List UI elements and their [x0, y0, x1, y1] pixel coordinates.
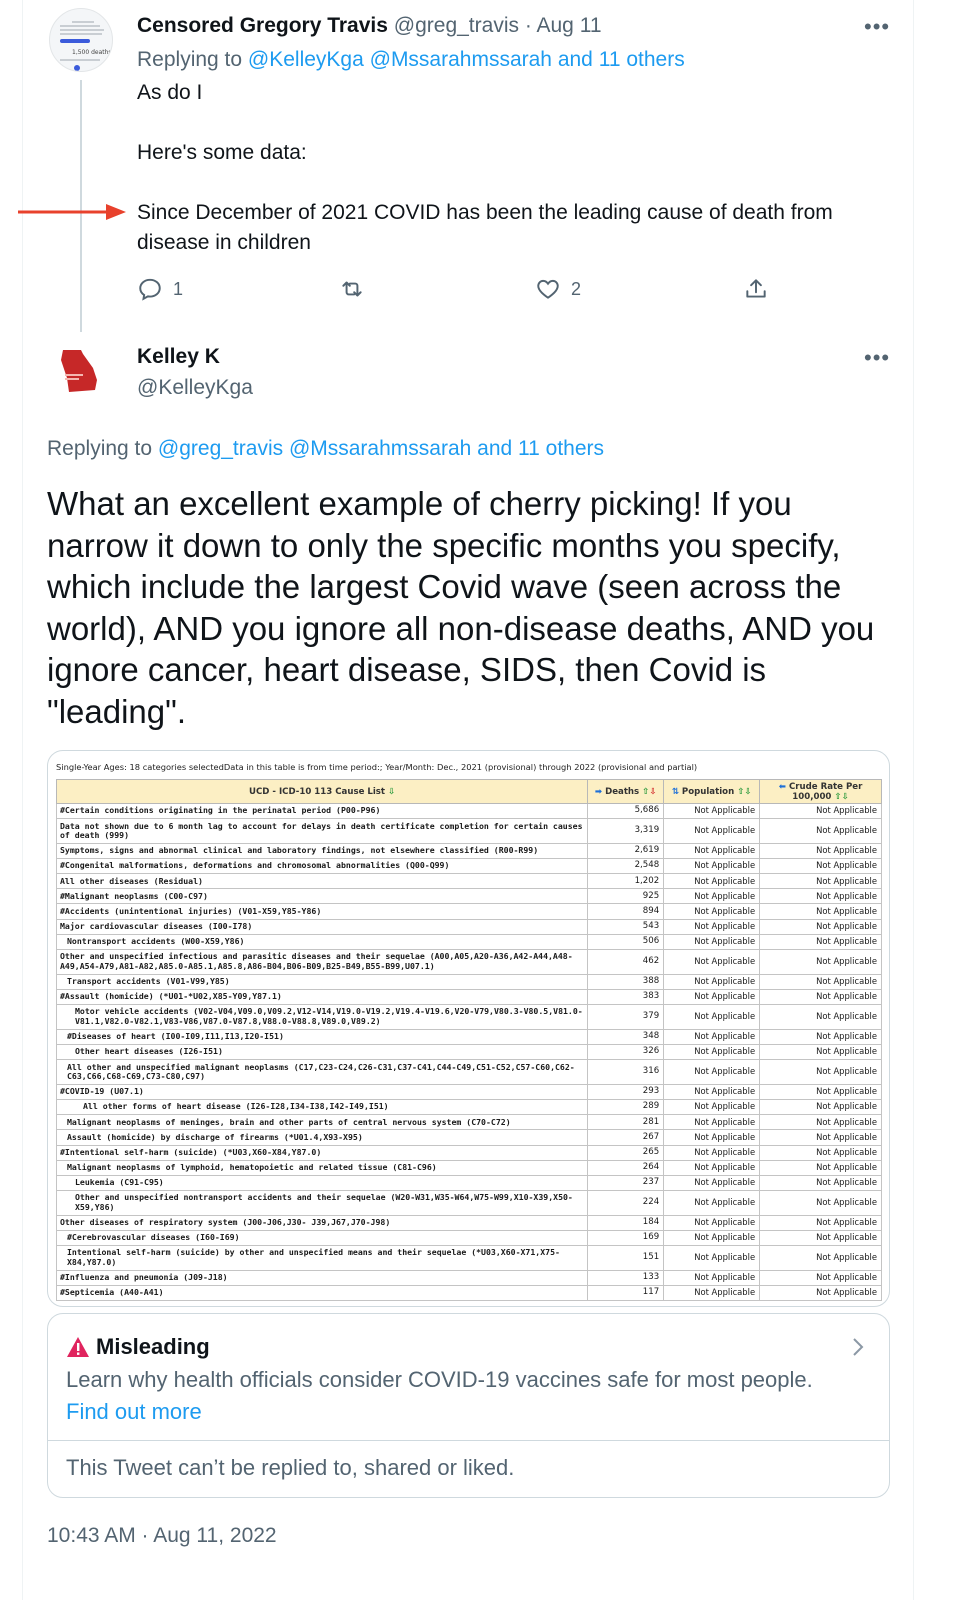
population-cell: Not Applicable	[664, 1029, 760, 1044]
crude-rate-cell: Not Applicable	[760, 904, 882, 919]
table-row	[57, 974, 882, 989]
population-cell: Not Applicable	[664, 974, 760, 989]
crude-rate-cell: Not Applicable	[760, 859, 882, 874]
column-header-deaths: ➡ Deaths ⇧⇩	[588, 780, 664, 804]
column-header-crude-rate: ⬅ Crude Rate Per 100,000 ⇧⇩	[760, 780, 882, 804]
tweet1-text-line: Since December of 2021 COVID has been the leading cause of death from	[137, 201, 833, 224]
table-row	[57, 1085, 882, 1100]
avatar-kelley-k[interactable]	[49, 338, 113, 402]
population-cell: Not Applicable	[664, 1045, 760, 1060]
crude-rate-cell: Not Applicable	[760, 1160, 882, 1175]
crude-rate-cell: Not Applicable	[760, 1060, 882, 1085]
tweet1-author-handle[interactable]: @greg_travis	[393, 14, 519, 37]
cause-cell: #COVID-19 (U07.1)	[57, 1085, 588, 1100]
deaths-cell: 506	[588, 934, 664, 949]
tweet2-attached-table-image[interactable]	[47, 750, 890, 1307]
population-cell: Not Applicable	[664, 1130, 760, 1145]
cause-cell: #Malignant neoplasms (C00-C97)	[57, 889, 588, 904]
crude-rate-cell: Not Applicable	[760, 989, 882, 1004]
population-cell: Not Applicable	[664, 1190, 760, 1215]
table-row	[57, 1130, 882, 1145]
table-row	[57, 989, 882, 1004]
table-row	[57, 874, 882, 889]
population-cell: Not Applicable	[664, 1230, 760, 1245]
warning-icon	[66, 1336, 90, 1358]
population-cell: Not Applicable	[664, 804, 760, 819]
population-cell: Not Applicable	[664, 1100, 760, 1115]
table-row	[57, 1230, 882, 1245]
population-cell: Not Applicable	[664, 1085, 760, 1100]
cause-cell: Other and unspecified nontransport accidents and their sequelae (W20-W31,W35-W64,W75-W99,X10-X39,X50-X59,Y86)	[57, 1190, 588, 1215]
share-icon	[743, 276, 769, 302]
deaths-cell: 117	[588, 1286, 664, 1301]
crude-rate-cell: Not Applicable	[760, 919, 882, 934]
deaths-cell: 894	[588, 904, 664, 919]
deaths-cell: 326	[588, 1045, 664, 1060]
like-button[interactable]	[535, 276, 581, 302]
table-row	[57, 1100, 882, 1115]
crude-rate-cell: Not Applicable	[760, 1130, 882, 1145]
crude-rate-cell: Not Applicable	[760, 1085, 882, 1100]
deaths-cell: 2,548	[588, 859, 664, 874]
cause-cell: Nontransport accidents (W00-X59,Y86)	[57, 934, 588, 949]
deaths-cell: 925	[588, 889, 664, 904]
tweet1-actions	[137, 276, 777, 306]
cause-cell: Malignant neoplasms of meninges, brain and other parts of central nervous system (C70-C72)	[57, 1115, 588, 1130]
cause-cell: All other diseases (Residual)	[57, 874, 588, 889]
crude-rate-cell: Not Applicable	[760, 949, 882, 974]
table-row	[57, 1115, 882, 1130]
column-header-population: ⇅ Population ⇧⇩	[664, 780, 760, 804]
deaths-cell: 388	[588, 974, 664, 989]
population-cell: Not Applicable	[664, 1245, 760, 1270]
deaths-cell: 293	[588, 1085, 664, 1100]
population-cell: Not Applicable	[664, 844, 760, 859]
table-row	[57, 904, 882, 919]
cause-cell: #Septicemia (A40-A41)	[57, 1286, 588, 1301]
tweet2-author-handle[interactable]: @KelleyKga	[137, 376, 253, 399]
tweet2-body: What an excellent example of cherry picking! If you narrow it down to only the specific months you specify, which include the largest Covid wave (seen across the world), AND you ignore all non-disease deaths, AND you ignore cancer, heart disease, SIDS, then Covid is "leading".	[47, 485, 875, 730]
table-row	[57, 1004, 882, 1029]
deaths-cell: 383	[588, 989, 664, 1004]
tweet1-time[interactable]: · Aug 11	[524, 14, 602, 37]
crude-rate-cell: Not Applicable	[760, 1029, 882, 1044]
deaths-cell: 462	[588, 949, 664, 974]
cause-cell: Data not shown due to 6 month lag to account for delays in death certificate completion for certain causes of death (999)	[57, 819, 588, 844]
cause-cell: #Intentional self-harm (suicide) (*U03,X60-X84,Y87.0)	[57, 1145, 588, 1160]
misleading-label-card[interactable]	[47, 1313, 890, 1498]
population-cell: Not Applicable	[664, 889, 760, 904]
reply-count: 1	[173, 278, 184, 299]
share-button[interactable]	[743, 276, 769, 302]
deaths-cell: 237	[588, 1175, 664, 1190]
table-row	[57, 1270, 882, 1285]
table-row	[57, 1060, 882, 1085]
cause-cell: Malignant neoplasms of lymphoid, hematopoietic and related tissue (C81-C96)	[57, 1160, 588, 1175]
find-out-more-link[interactable]: Find out more	[66, 1399, 202, 1424]
tweet1-author-name[interactable]: Censored Gregory Travis	[137, 14, 388, 37]
population-cell: Not Applicable	[664, 859, 760, 874]
population-cell: Not Applicable	[664, 1004, 760, 1029]
table-row	[57, 1145, 882, 1160]
deaths-cell: 5,686	[588, 804, 664, 819]
cause-cell: #Assault (homicide) (*U01-*U02,X85-Y09,Y87.1)	[57, 989, 588, 1004]
deaths-cell: 169	[588, 1230, 664, 1245]
crude-rate-cell: Not Applicable	[760, 1190, 882, 1215]
table-row	[57, 819, 882, 844]
table-row	[57, 1215, 882, 1230]
population-cell: Not Applicable	[664, 1160, 760, 1175]
deaths-cell: 267	[588, 1130, 664, 1145]
cause-cell: Major cardiovascular diseases (I00-I78)	[57, 919, 588, 934]
retweet-button[interactable]	[339, 276, 365, 302]
population-cell: Not Applicable	[664, 989, 760, 1004]
deaths-cell: 151	[588, 1245, 664, 1270]
reply-restricted-note: This Tweet can’t be replied to, shared or liked.	[66, 1455, 515, 1480]
population-cell: Not Applicable	[664, 819, 760, 844]
crude-rate-cell: Not Applicable	[760, 1004, 882, 1029]
table-row	[57, 889, 882, 904]
crude-rate-cell: Not Applicable	[760, 1115, 882, 1130]
crude-rate-cell: Not Applicable	[760, 1215, 882, 1230]
cause-cell: Assault (homicide) by discharge of firearms (*U01.4,X93-X95)	[57, 1130, 588, 1145]
tweet2-author-name[interactable]: Kelley K	[137, 345, 220, 368]
tweet1-text-line: Here's some data:	[137, 141, 307, 164]
crude-rate-cell: Not Applicable	[760, 934, 882, 949]
table-row	[57, 1029, 882, 1044]
table-row	[57, 1160, 882, 1175]
crude-rate-cell: Not Applicable	[760, 1045, 882, 1060]
misleading-divider	[48, 1440, 889, 1441]
crude-rate-cell: Not Applicable	[760, 1175, 882, 1190]
crude-rate-cell: Not Applicable	[760, 844, 882, 859]
deaths-cell: 316	[588, 1060, 664, 1085]
tweet1-text-line: disease in children	[137, 231, 311, 254]
table-row	[57, 1175, 882, 1190]
population-cell: Not Applicable	[664, 1286, 760, 1301]
table-row	[57, 844, 882, 859]
cause-cell: Other diseases of respiratory system (J00-J06,J30- J39,J67,J70-J98)	[57, 1215, 588, 1230]
population-cell: Not Applicable	[664, 1060, 760, 1085]
crude-rate-cell: Not Applicable	[760, 1270, 882, 1285]
retweet-icon	[339, 276, 365, 302]
deaths-cell: 289	[588, 1100, 664, 1115]
table-row	[57, 934, 882, 949]
cause-cell: Intentional self-harm (suicide) by other and unspecified means and their sequelae (*U03,X60-X71,X75-X84,Y87.0)	[57, 1245, 588, 1270]
cause-of-death-table	[56, 779, 882, 1301]
cause-cell: #Certain conditions originating in the perinatal period (P00-P96)	[57, 804, 588, 819]
deaths-cell: 543	[588, 919, 664, 934]
misleading-title: Misleading	[66, 1334, 210, 1360]
crude-rate-cell: Not Applicable	[760, 804, 882, 819]
population-cell: Not Applicable	[664, 919, 760, 934]
cause-cell: Other heart diseases (I26-I51)	[57, 1045, 588, 1060]
cause-cell: #Cerebrovascular diseases (I60-I69)	[57, 1230, 588, 1245]
chevron-right-icon[interactable]	[851, 1336, 865, 1358]
tweet2-mentions-link[interactable]: @greg_travis @Mssarahmssarah and 11 others	[157, 437, 605, 460]
cause-cell: All other forms of heart disease (I26-I28,I34-I38,I42-I49,I51)	[57, 1100, 588, 1115]
deaths-cell: 184	[588, 1215, 664, 1230]
cause-cell: Symptoms, signs and abnormal clinical and laboratory findings, not elsewhere classified (R00-R99)	[57, 844, 588, 859]
population-cell: Not Applicable	[664, 1270, 760, 1285]
population-cell: Not Applicable	[664, 874, 760, 889]
crude-rate-cell: Not Applicable	[760, 974, 882, 989]
crude-rate-cell: Not Applicable	[760, 874, 882, 889]
deaths-cell: 264	[588, 1160, 664, 1175]
cause-cell: Motor vehicle accidents (V02-V04,V09.0,V09.2,V12-V14,V19.0-V19.2,V19.4-V19.6,V20-V79,V80.3-V80.5,V81.0-V81.1,V82.0-V82.1,V83-V86,V87.0-V87.8,V88.0-V88.8,V89.0,V89.2)	[57, 1004, 588, 1029]
crude-rate-cell: Not Applicable	[760, 819, 882, 844]
reply-button[interactable]	[137, 276, 183, 302]
misleading-body: Learn why health officials consider COVID-19 vaccines safe for most people.	[66, 1367, 813, 1392]
cause-cell: #Accidents (unintentional injuries) (V01-X59,Y85-Y86)	[57, 904, 588, 919]
deaths-cell: 265	[588, 1145, 664, 1160]
tweet1-more-button[interactable]: •••	[864, 14, 891, 39]
deaths-cell: 3,319	[588, 819, 664, 844]
like-count: 2	[571, 278, 582, 299]
deaths-cell: 379	[588, 1004, 664, 1029]
table-row	[57, 804, 882, 819]
cause-cell: #Influenza and pneumonia (J09-J18)	[57, 1270, 588, 1285]
table-row	[57, 1286, 882, 1301]
table-row	[57, 949, 882, 974]
deaths-cell: 281	[588, 1115, 664, 1130]
table-row	[57, 1045, 882, 1060]
reply-icon	[137, 276, 163, 302]
tweet2-replying-to: Replying to @greg_travis @Mssarahmssarah and 11 others	[47, 437, 605, 460]
cause-cell: Transport accidents (V01-V99,Y85)	[57, 974, 588, 989]
crude-rate-cell: Not Applicable	[760, 1145, 882, 1160]
tweet2-timestamp[interactable]: 10:43 AM · Aug 11, 2022	[47, 1524, 277, 1547]
avatar-greg-travis[interactable]: 1,500 deaths	[49, 8, 113, 72]
heart-icon	[535, 276, 561, 302]
crude-rate-cell: Not Applicable	[760, 1245, 882, 1270]
cause-cell: Other and unspecified infectious and parasitic diseases and their sequelae (A00,A05,A20-A36,A42-A44,A48-A49,A54-A79,A81-A82,A85.0-A85.1,A85.8,A86-B04,B06-B09,B25-B49,B55-B99,U07.1)	[57, 949, 588, 974]
deaths-cell: 348	[588, 1029, 664, 1044]
deaths-cell: 224	[588, 1190, 664, 1215]
table-row	[57, 919, 882, 934]
crude-rate-cell: Not Applicable	[760, 1100, 882, 1115]
population-cell: Not Applicable	[664, 1145, 760, 1160]
tweet1-text-line: As do I	[137, 81, 203, 104]
population-cell: Not Applicable	[664, 934, 760, 949]
population-cell: Not Applicable	[664, 1115, 760, 1130]
table-title: Single-Year Ages: 18 categories selectedData in this table is from time period:; Year/Month: Dec., 2021 (provisional) through 2022 (provisional and partial)	[56, 762, 698, 772]
deaths-cell: 2,619	[588, 844, 664, 859]
cause-cell: #Congenital malformations, deformations and chromosomal abnormalities (Q00-Q99)	[57, 859, 588, 874]
crude-rate-cell: Not Applicable	[760, 1286, 882, 1301]
deaths-cell: 133	[588, 1270, 664, 1285]
cause-cell: All other and unspecified malignant neoplasms (C17,C23-C24,C26-C31,C37-C41,C44-C49,C51-C52,C57-C60,C62-C63,C66,C68-C69,C73-C80,C97)	[57, 1060, 588, 1085]
population-cell: Not Applicable	[664, 1215, 760, 1230]
tweet1-replying-to: Replying to @KelleyKga @Mssarahmssarah and 11 others	[137, 48, 685, 71]
tweet2-more-button[interactable]: •••	[864, 345, 891, 370]
cause-cell: Leukemia (C91-C95)	[57, 1175, 588, 1190]
georgia-map-icon	[49, 338, 113, 402]
table-row	[57, 1190, 882, 1215]
crude-rate-cell: Not Applicable	[760, 1230, 882, 1245]
population-cell: Not Applicable	[664, 1175, 760, 1190]
cause-cell: #Diseases of heart (I00-I09,I11,I13,I20-I51)	[57, 1029, 588, 1044]
column-header-cause: UCD - ICD-10 113 Cause List ⇩	[57, 780, 588, 804]
table-row	[57, 1245, 882, 1270]
tweet1-header	[137, 14, 602, 38]
table-row	[57, 859, 882, 874]
deaths-cell: 1,202	[588, 874, 664, 889]
population-cell: Not Applicable	[664, 904, 760, 919]
tweet1-mentions-link[interactable]: @KelleyKga @Mssarahmssarah and 11 others	[247, 48, 685, 71]
population-cell: Not Applicable	[664, 949, 760, 974]
annotation-arrow-icon	[18, 203, 128, 221]
crude-rate-cell: Not Applicable	[760, 889, 882, 904]
